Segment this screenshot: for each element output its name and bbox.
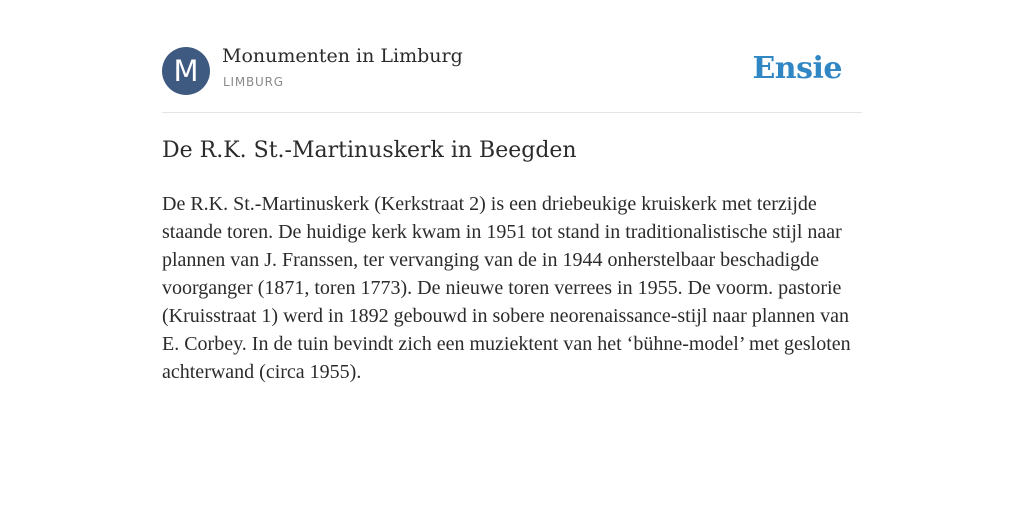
article-title: De R.K. St.-Martinuskerk in Beegden <box>162 138 577 163</box>
article-header <box>162 0 862 113</box>
source-subtitle: LIMBURG <box>223 75 284 89</box>
brand-logo[interactable]: Ensie <box>752 51 842 86</box>
article-body: De R.K. St.-Martinuskerk (Kerkstraat 2) is een driebeukige kruiskerk met terzijde staande toren. De huidige kerk kwam in 1951 tot stand in traditionalistische stijl naar plannen van J. Franssen, ter vervanging van de in 1944 onherstelbaar beschadigde voorganger (1871, toren 1773). De nieuwe toren verrees in 1955. De voorm. pastorie (Kruisstraat 1) werd in 1892 gebouwd in sobere neorenaissance-stijl naar plannen van E. Corbey. In de tuin bevindt zich een muziektent van het ‘bühne-model’ met gesloten achterwand (circa 1955). <box>162 193 851 383</box>
article-card <box>162 0 862 383</box>
source-name[interactable]: Monumenten in Limburg <box>222 45 463 67</box>
source-avatar[interactable]: M <box>162 47 210 95</box>
